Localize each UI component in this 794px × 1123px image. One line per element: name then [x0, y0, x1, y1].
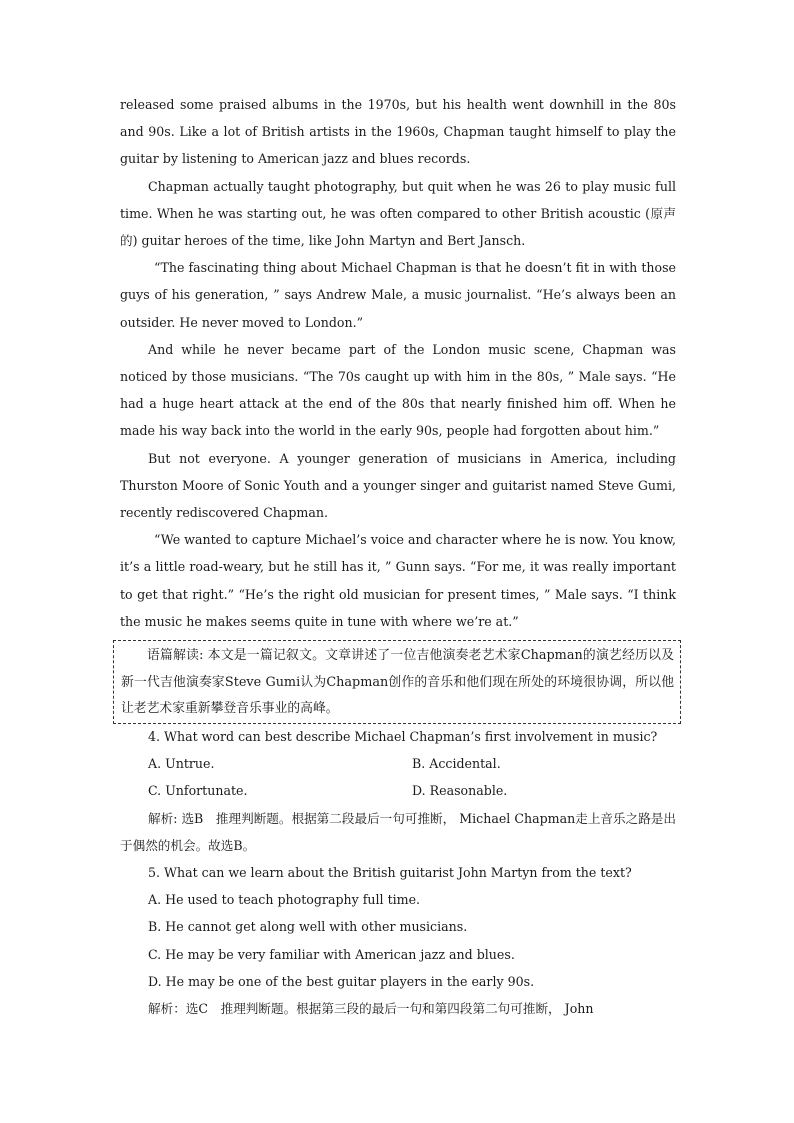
question-5-answer: 解析：选C 推理判断题。根据第三段的最后一句和第四段第二句可推断， John [148, 1001, 594, 1017]
question-4-options-row-2 [120, 777, 676, 804]
question-5-option-c: C. He may be very familiar with American jazz and blues. [148, 946, 515, 962]
question-5-option-a: A. He used to teach photography full time. [148, 892, 421, 908]
passage-paragraph-3: “The fascinating thing about Michael Chapman is that he doesn’t fit in with those guys of his generation, ” says Andrew Male, a music journalist. “He’s always been an outsider. He never moved to London.” [120, 260, 676, 330]
passage-paragraph-1: released some praised albums in the 1970s, but his health went downhill in the 80s and 90s. Like a lot of British artists in the 1960s, Chapman taught himself to play the guitar by listening to American jazz and blues records. [120, 97, 676, 167]
reading-passage [120, 91, 676, 635]
passage-analysis-box [113, 640, 681, 724]
passage-paragraph-6: “We wanted to capture Michael’s voice and character where he is now. You know, it’s a little road-weary, but he still has it, ” Gunn says. “For me, it was really important to get that right.” “He’s the right old musician for present times, ” Male says. “I think the music he makes seems quite in tune with where we’re at.” [120, 532, 676, 629]
question-4-stem: 4. What word can best describe Michael Chapman’s first involvement in music? [148, 729, 658, 744]
question-4 [120, 723, 676, 859]
question-5-stem: 5. What can we learn about the British guitarist John Martyn from the text? [148, 865, 632, 881]
question-4-answer: 解析: 选B 推理判断题。根据第二段最后一句可推断， Michael Chapman走上音乐之路是出于偶然的机会。故选B。 [120, 810, 676, 853]
question-5 [120, 859, 676, 1022]
question-4-option-d: D. Reasonable. [412, 783, 508, 799]
question-5-option-d: D. He may be one of the best guitar players in the early 90s. [148, 973, 535, 989]
passage-paragraph-2: Chapman actually taught photography, but quit when he was 26 to play music full time. When he was starting out, he was often compared to other British acoustic (原声的) guitar heroes of the time, like John Martyn and Bert Jansch. [120, 178, 676, 249]
passage-paragraph-5: But not everyone. A younger generation of musicians in America, including Thurston Moore of Sonic Youth and a younger singer and guitarist named Steve Gumi, recently rediscovered Chapman. [120, 450, 676, 521]
question-5-option-b: B. He cannot get along well with other musicians. [148, 919, 468, 935]
question-4-options-row-1 [120, 750, 676, 777]
question-4-option-a: A. Untrue. [148, 756, 215, 772]
passage-paragraph-4: And while he never became part of the London music scene, Chapman was noticed by those musicians. “The 70s caught up with him in the 80s, ” Male says. “He had a huge heart attack at the end of the 80s that nearly finished him off. When he made his way back into the world in the early 90s, people had forgotten about him.” [120, 341, 676, 439]
question-4-option-c: C. Unfortunate. [148, 783, 248, 799]
passage-analysis-text: 语篇解读: 本文是一篇记叙文。文章讲述了一位吉他演奏老艺术家Chapman的演艺经历以及新一代吉他演奏家Steve Gumi认为Chapman创作的音乐和他们现在所处的环境很协调，所以他让老艺术家重新攀登音乐事业的高峰。 [121, 648, 674, 716]
questions-section [120, 723, 676, 1022]
question-4-option-b: B. Accidental. [412, 756, 501, 772]
